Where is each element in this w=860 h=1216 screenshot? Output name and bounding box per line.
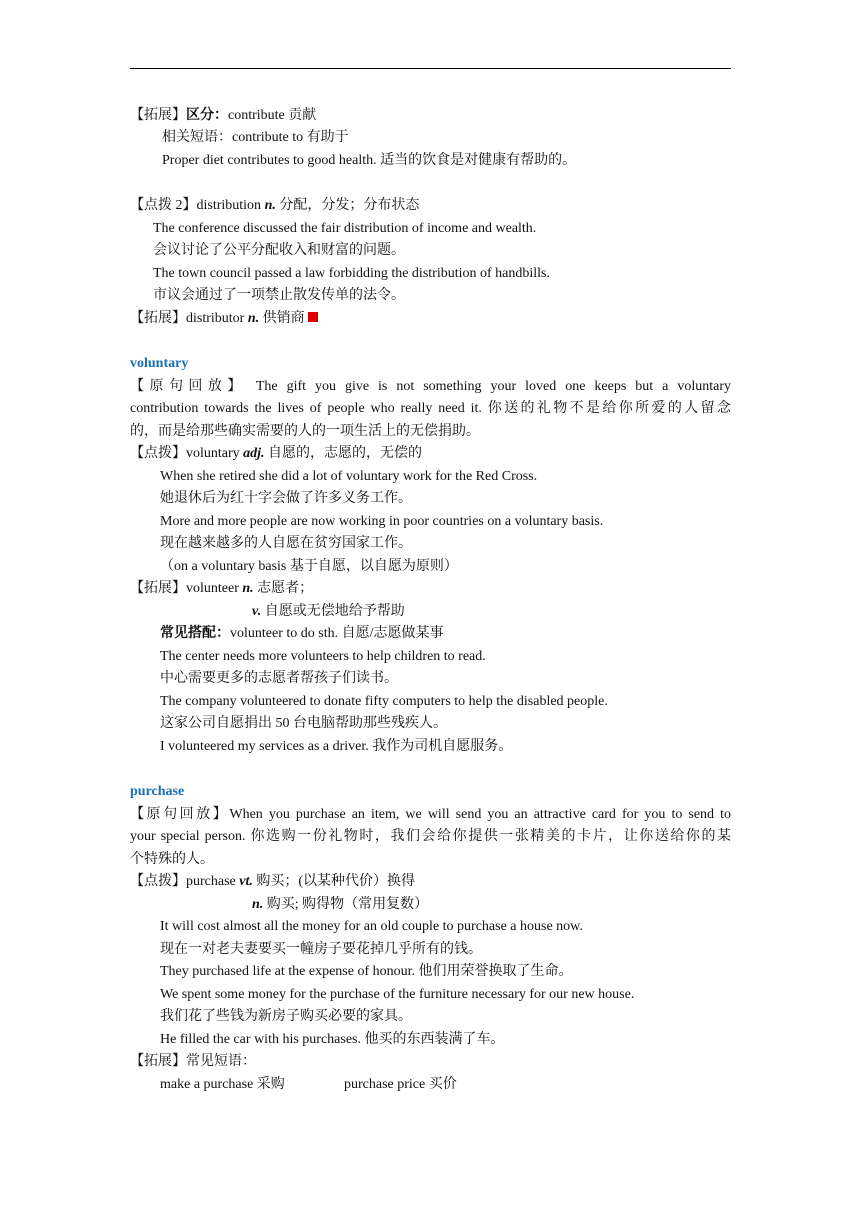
voluntary-tip-label: 【点拨】voluntary <box>130 446 244 461</box>
voluntary-ex1-en: When she retired she did a lot of voluntary work for the Red Cross. <box>160 469 538 484</box>
purchase-ex4: He filled the car with his purchases. 他买的东西装满了车。 <box>160 1032 505 1047</box>
purchase-ext: 【拓展】常见短语： <box>130 1054 256 1069</box>
volunteer-ex5: I volunteered my services as a driver. 我作为司机自愿服务。 <box>160 739 513 754</box>
distribution-ex1-zh: 会议讨论了公平分配收入和财富的问题。 <box>153 243 405 258</box>
end-marker-icon <box>308 312 318 322</box>
collocation-label: 常见搭配： <box>160 626 230 641</box>
contribute-text: contribute 贡献 <box>228 108 317 123</box>
voluntary-heading: voluntary <box>130 356 189 371</box>
purchase-n-meaning: 购买; 购得物（常用复数） <box>263 897 429 912</box>
purchase-ex2: They purchased life at the expense of honour. 他们用荣誉换取了生命。 <box>160 964 573 979</box>
volunteer-ext <box>130 579 313 599</box>
distinguish-label: 区分： <box>186 108 228 123</box>
purchase-phrase1: make a purchase 采购 <box>160 1077 285 1092</box>
contribute-example: Proper diet contributes to good health. 适当的饮食是对健康有帮助的。 <box>162 153 577 168</box>
ext-tag: 【拓展】 <box>130 108 186 123</box>
volunteer-label: 【拓展】volunteer <box>130 581 243 596</box>
voluntary-orig-line1: 【原句回放】 The gift you give is not something your loved one keeps but a voluntary <box>130 379 731 394</box>
volunteer-v-meaning: 自愿或无偿地给予帮助 <box>261 604 405 619</box>
distributor-ext <box>130 309 318 329</box>
voluntary-pos: adj. <box>243 446 265 461</box>
distribution-ex1-en: The conference discussed the fair distribution of income and wealth. <box>153 221 537 236</box>
voluntary-orig-line3: 的，而是给那些确实需要的人的一项生活上的无偿捐助。 <box>130 424 480 439</box>
distribution-ex2-en: The town council passed a law forbidding the distribution of handbills. <box>153 266 550 281</box>
voluntary-ex1-zh: 她退休后为红十字会做了许多义务工作。 <box>160 491 412 506</box>
purchase-orig-line2: your special person. 你选购一份礼物时，我们会给你提供一张精美的卡片，让你送给你的某 <box>130 829 731 844</box>
volunteer-ex3-en: The center needs more volunteers to help children to read. <box>160 649 486 664</box>
purchase-n-pos: n. <box>252 897 264 912</box>
purchase-vt-meaning: 购买；(以某种代价）换得 <box>252 874 416 889</box>
purchase-ex1-en: It will cost almost all the money for an old couple to purchase a house now. <box>160 919 583 934</box>
purchase-n-line <box>252 895 428 915</box>
purchase-orig-line1: 【原句回放】When you purchase an item, we will send you an attractive card for you to send to <box>130 807 731 822</box>
purchase-vt-pos: vt. <box>239 874 253 889</box>
contribute-ext-line <box>130 106 316 126</box>
volunteer-n-pos: n. <box>242 581 254 596</box>
purchase-ex3-zh: 我们花了些钱为新房子购买必要的家具。 <box>160 1009 412 1024</box>
volunteer-ex3-zh: 中心需要更多的志愿者帮孩子们读书。 <box>160 671 398 686</box>
purchase-tip <box>130 872 415 892</box>
distribution-pos: n. <box>264 198 276 213</box>
volunteer-ex4-zh: 这家公司自愿捐出 50 台电脑帮助那些残疾人。 <box>160 716 447 731</box>
voluntary-meaning: 自愿的，志愿的，无偿的 <box>264 446 423 461</box>
voluntary-note: （on a voluntary basis 基于自愿，以自愿为原则） <box>160 559 458 574</box>
distribution-meaning: 分配，分发；分布状态 <box>275 198 420 213</box>
voluntary-ex2-zh: 现在越来越多的人自愿在贫穷国家工作。 <box>160 536 412 551</box>
volunteer-collocation <box>160 624 444 644</box>
purchase-phrase2: purchase price 买价 <box>344 1077 457 1092</box>
purchase-ex1-zh: 现在一对老夫妻要买一幢房子要花掉几乎所有的钱。 <box>160 942 482 957</box>
voluntary-tip <box>130 444 422 464</box>
distribution-ex2-zh: 市议会通过了一项禁止散发传单的法令。 <box>153 288 405 303</box>
distributor-pos: n. <box>247 311 260 326</box>
header-rule <box>130 68 731 69</box>
volunteer-v-pos: v. <box>252 604 262 619</box>
collocation-text: volunteer to do sth. 自愿/志愿做某事 <box>230 626 444 641</box>
purchase-heading: purchase <box>130 784 185 799</box>
distribution-tip <box>130 196 419 216</box>
volunteer-v-line <box>252 602 405 622</box>
volunteer-ex4-en: The company volunteered to donate fifty computers to help the disabled people. <box>160 694 608 709</box>
purchase-tip-label: 【点拨】purchase <box>130 874 240 889</box>
distributor-label: 【拓展】distributor <box>130 311 248 326</box>
distribution-tip-label: 【点拨 2】distribution <box>130 198 265 213</box>
contribute-phrase: 相关短语：contribute to 有助于 <box>162 130 349 145</box>
purchase-orig-line3: 个特殊的人。 <box>130 852 214 867</box>
voluntary-ex2-en: More and more people are now working in poor countries on a voluntary basis. <box>160 514 604 529</box>
volunteer-n-meaning: 志愿者； <box>253 581 314 596</box>
distributor-meaning: 供销商 <box>259 311 309 326</box>
purchase-ex3-en: We spent some money for the purchase of the furniture necessary for our new house. <box>160 987 635 1002</box>
voluntary-orig-line2: contribution towards the lives of people who really need it. 你送的礼物不是给你所爱的人留念 <box>130 401 731 416</box>
